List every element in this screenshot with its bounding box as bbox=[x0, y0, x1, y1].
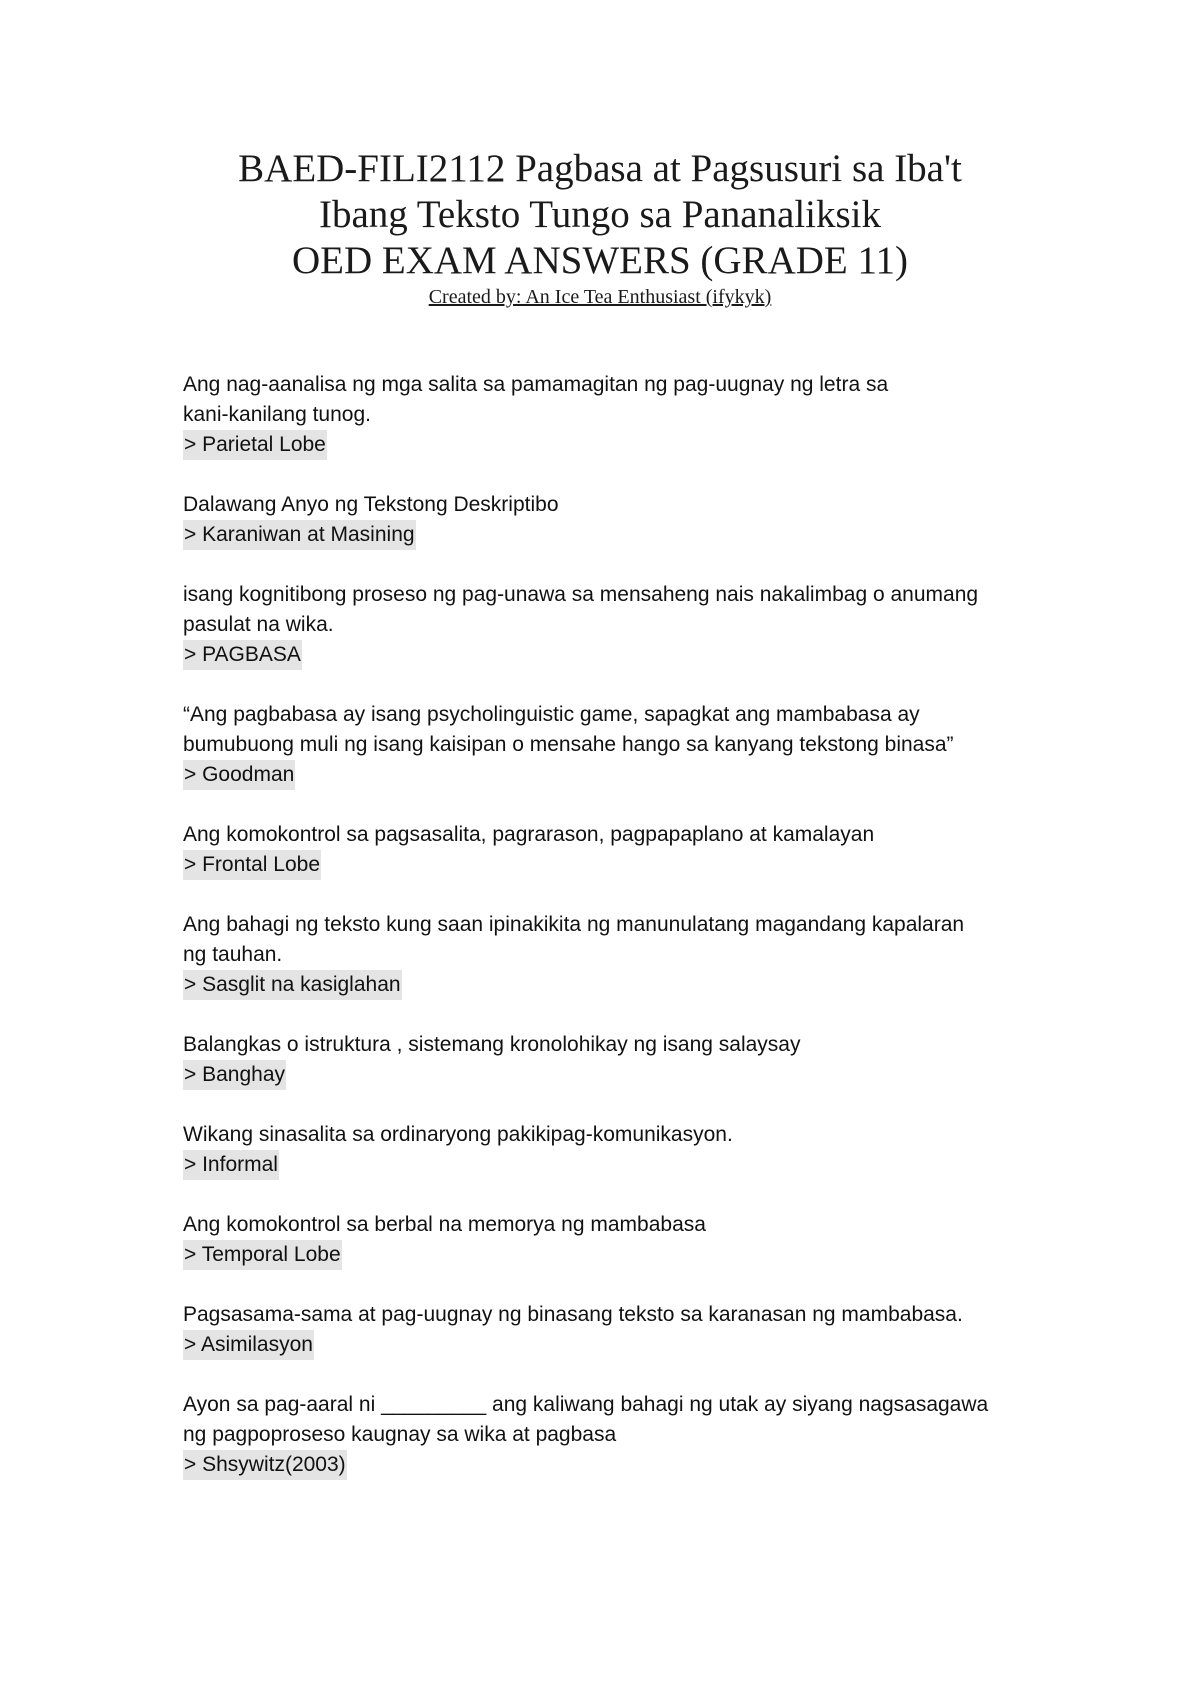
qa-item bbox=[183, 820, 1043, 880]
title-line-3: OED EXAM ANSWERS (GRADE 11) bbox=[291, 239, 909, 282]
title-line-2: Ibang Teksto Tungo sa Pananaliksik bbox=[318, 193, 882, 236]
question-text: isang kognitibong proseso ng pag-unawa sa mensaheng nais nakalimbag o anumang pasulat na wika. bbox=[183, 583, 979, 636]
qa-item bbox=[183, 1120, 1043, 1180]
qa-item bbox=[183, 1210, 1043, 1270]
answer-text: > Banghay bbox=[183, 1060, 286, 1090]
qa-item bbox=[183, 910, 1043, 1000]
answer-text: > Goodman bbox=[183, 760, 295, 790]
answer-text: > PAGBASA bbox=[183, 640, 302, 670]
question-text: Wikang sinasalita sa ordinaryong pakikipag-komunikasyon. bbox=[183, 1123, 733, 1146]
question-text: Ang komokontrol sa berbal na memorya ng mambabasa bbox=[183, 1213, 706, 1236]
qa-item bbox=[183, 700, 1043, 790]
question-answer-list bbox=[183, 370, 1043, 1510]
qa-item bbox=[183, 580, 1043, 670]
answer-text: > Shsywitz(2003) bbox=[183, 1450, 347, 1480]
qa-item bbox=[183, 490, 1043, 550]
qa-item bbox=[183, 1030, 1043, 1090]
question-text: “Ang pagbabasa ay isang psycholinguistic game, sapagkat ang mambabasa ay bumubuong muli ng isang kaisipan o mensahe hango sa kanyang tekstong binasa” bbox=[183, 703, 954, 756]
question-text: Ang komokontrol sa pagsasalita, pagrarason, pagpapaplano at kamalayan bbox=[183, 823, 875, 846]
qa-item bbox=[183, 1300, 1043, 1360]
question-text: Ang nag-aanalisa ng mga salita sa pamamagitan ng pag-uugnay ng letra sa kani-kanilang tunog. bbox=[183, 373, 889, 426]
author-credit: Created by: An Ice Tea Enthusiast (ifykyk) bbox=[428, 286, 772, 308]
answer-text: > Informal bbox=[183, 1150, 279, 1180]
answer-text: > Frontal Lobe bbox=[183, 850, 321, 880]
document-header bbox=[100, 146, 1100, 308]
question-text: Ayon sa pag-aaral ni _________ ang kaliwang bahagi ng utak ay siyang nagsasagawa ng pagpoproseso kaugnay sa wika at pagbasa bbox=[183, 1393, 989, 1446]
answer-text: > Sasglit na kasiglahan bbox=[183, 970, 402, 1000]
question-text: Dalawang Anyo ng Tekstong Deskriptibo bbox=[183, 493, 559, 516]
qa-item bbox=[183, 370, 1043, 460]
title-line-1: BAED-FILI2112 Pagbasa at Pagsusuri sa Iba't bbox=[238, 147, 962, 190]
question-text: Ang bahagi ng teksto kung saan ipinakikita ng manunulatang magandang kapalaran ng tauhan. bbox=[183, 913, 965, 966]
question-text: Pagsasama-sama at pag-uugnay ng binasang teksto sa karanasan ng mambabasa. bbox=[183, 1303, 963, 1326]
question-text: Balangkas o istruktura , sistemang kronolohikay ng isang salaysay bbox=[183, 1033, 801, 1056]
qa-item bbox=[183, 1390, 1043, 1480]
answer-text: > Karaniwan at Masining bbox=[183, 520, 416, 550]
answer-text: > Asimilasyon bbox=[183, 1330, 314, 1360]
answer-text: > Temporal Lobe bbox=[183, 1240, 342, 1270]
answer-text: > Parietal Lobe bbox=[183, 430, 327, 460]
